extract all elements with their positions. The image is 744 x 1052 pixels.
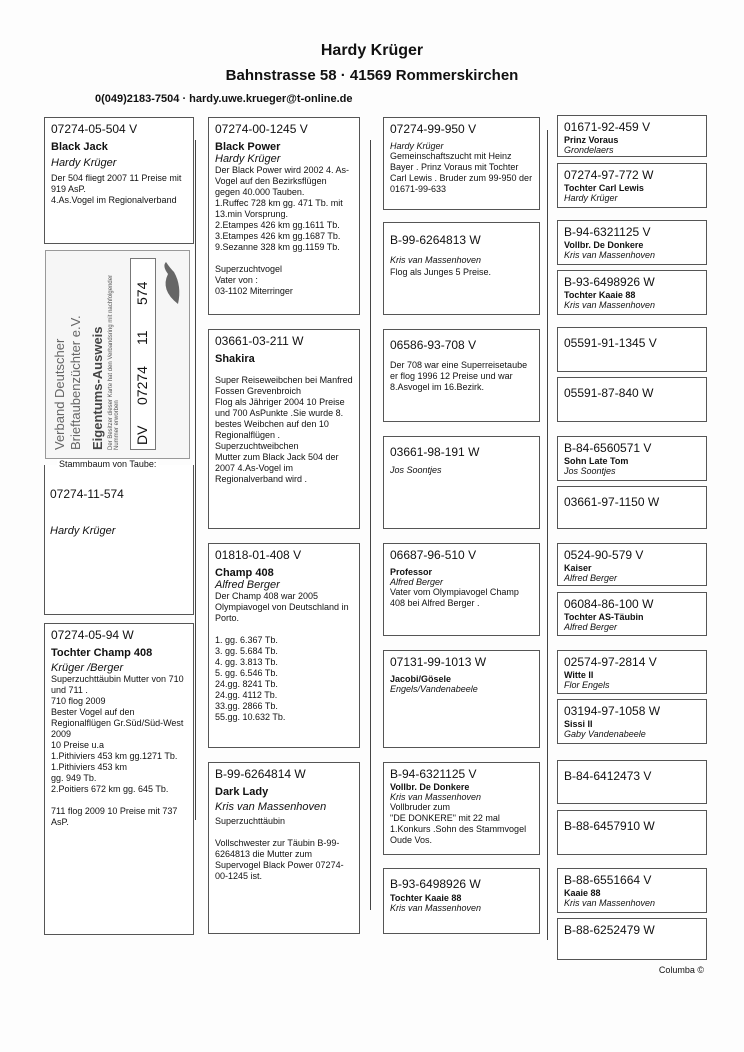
mother-name: Tochter Champ 408	[51, 647, 153, 659]
mother-breeder: Krüger /Berger	[51, 662, 124, 674]
ancestor-ring: B-88-6551664 V	[564, 873, 652, 887]
great-grandparent-breeder: Kris van Massenhoven	[390, 255, 482, 265]
ancestor-box	[557, 436, 707, 481]
pedigree-mother	[44, 623, 194, 935]
ancestor-breeder: Kris van Massenhoven	[564, 300, 656, 310]
ancestor-box	[557, 327, 707, 372]
ancestor-box	[557, 115, 707, 157]
grandparent-ring: 07274-00-1245 V	[215, 122, 308, 136]
pedigree-father	[44, 117, 194, 244]
great-grandparent-box	[383, 222, 540, 315]
great-grandparent-info: Flog als Junges 5 Preise.	[390, 267, 492, 277]
father-name: Black Jack	[51, 141, 108, 153]
great-grandparent-breeder: Engels/Vandenabeele	[390, 684, 478, 694]
ancestor-breeder: Flor Engels	[564, 680, 610, 690]
great-grandparent-box	[383, 650, 540, 748]
ancestor-box	[557, 650, 707, 694]
grandparent-ring: B-99-6264814 W	[215, 767, 306, 781]
great-grandparent-breeder: Alfred Berger	[390, 577, 444, 587]
ancestor-ring: B-84-6412473 V	[564, 769, 652, 783]
grandparent-info: Super Reiseweibchen bei Manfred Fossen Grevenbroich Flog als Jähriger 2004 10 Preise und 700 AsPunkte .Sie wurde 8. bestes Weibchen auf den 10 Regionalflügen . Superzuchtweibchen Mutter zum Black Jack 504 der 2007 4.As-Vogel im Regionalverband wird .	[215, 375, 353, 484]
great-grandparent-breeder: Hardy Krüger	[390, 141, 444, 151]
ancestor-ring: B-88-6252479 W	[564, 923, 655, 937]
grandparent-name: Black Power	[215, 141, 281, 153]
great-grandparent-name: Tochter Kaaie 88	[390, 893, 462, 903]
grandparent-info: Superzuchttäubin Vollschwester zur Täubin B-99-6264813 die Mutter zum Supervogel Black Power 07274-00-1245 ist.	[215, 816, 344, 881]
great-grandparent-ring: 06687-96-510 V	[390, 548, 477, 562]
great-grandparent-box	[383, 868, 540, 934]
ancestor-name: Witte II	[564, 670, 594, 680]
grandparent-info: Der Champ 408 war 2005 Olympiavogel von Deutschland in Porto. 1. gg. 6.367 Tb. 3. gg. 5.684 Tb. 4. gg. 3.813 Tb. 5. gg. 6.546 Tb. 24.gg. 8241 Tb. 24.gg. 4112 Tb. 33.gg. 2866 Tb. 55.gg. 10.632 Tb.	[215, 591, 349, 722]
connector-vertical-mid	[370, 140, 371, 910]
card-ring-num: 574	[134, 281, 150, 305]
ancestor-box	[557, 918, 707, 960]
subject-breeder: Hardy Krüger	[50, 525, 116, 537]
father-info: Der 504 fliegt 2007 11 Preise mit 919 AsP. 4.As.Vogel im Regionalverband	[51, 173, 182, 205]
ancestor-name: Kaiser	[564, 563, 592, 573]
card-dv: DV	[134, 425, 150, 445]
ancestor-breeder: Alfred Berger	[564, 573, 618, 583]
ancestor-box	[557, 699, 707, 744]
ancestor-box	[557, 163, 707, 208]
great-grandparent-breeder: Kris van Massenhoven	[390, 903, 482, 913]
grandparent-name: Champ 408	[215, 567, 274, 579]
grandparent-box	[208, 543, 360, 748]
dove-logo-icon	[158, 258, 184, 308]
great-grandparent-ring: B-94-6321125 V	[390, 767, 477, 781]
ancestor-ring: 01671-92-459 V	[564, 120, 651, 134]
great-grandparent-breeder: Jos Soontjes	[390, 465, 442, 475]
grandparent-name: Dark Lady	[215, 786, 269, 798]
ancestor-box	[557, 220, 707, 265]
mother-info: Superzuchttäubin Mutter von 710 und 711 . 710 flog 2009 Bester Vogel auf den Regionalflügen Gr.Süd/Süd-West 2009 10 Preise u.a 1.Pithiviers 453 km gg.1271 Tb. 1.Pithiviers 453 km gg. 949 Tb. 2.Poitiers 672 km gg. 645 Tb. 711 flog 2009 10 Preise mit 737 AsP.	[51, 674, 184, 827]
subject-label: Stammbaum von Taube:	[59, 459, 157, 469]
ancestor-box	[557, 868, 707, 913]
ancestor-box	[557, 486, 707, 529]
ancestor-ring: B-88-6457910 W	[564, 819, 655, 833]
great-grandparent-box	[383, 762, 540, 855]
great-grandparent-info: Vater vom Olympiavogel Champ 408 bei Alfred Berger .	[390, 587, 519, 608]
subject-pigeon	[44, 459, 194, 615]
great-grandparent-box	[383, 117, 540, 210]
ancestor-ring: B-93-6498926 W	[564, 275, 655, 289]
card-ring-field	[130, 258, 156, 450]
owner-contact: 0(049)2183-7504 · hardy.uwe.krueger@t-online.de	[95, 93, 353, 105]
ancestor-name: Tochter Kaaie 88	[564, 290, 636, 300]
card-ring-year: 11	[134, 330, 150, 345]
great-grandparent-ring: 07274-99-950 V	[390, 122, 477, 136]
ancestor-box	[557, 592, 707, 636]
father-breeder: Hardy Krüger	[51, 157, 117, 169]
great-grandparent-ring: B-93-6498926 W	[390, 877, 481, 891]
ancestor-breeder: Gaby Vandenabeele	[564, 729, 646, 739]
grandparent-box	[208, 117, 360, 315]
great-grandparent-ring: 06586-93-708 V	[390, 338, 477, 352]
ancestor-box	[557, 760, 707, 804]
ancestor-box	[557, 377, 707, 422]
grandparent-breeder: Alfred Berger	[215, 579, 280, 591]
great-grandparent-ring: B-99-6264813 W	[390, 233, 481, 247]
great-grandparent-box	[383, 543, 540, 636]
great-grandparent-name: Professor	[390, 567, 433, 577]
great-grandparent-ring: 07131-99-1013 W	[390, 655, 487, 669]
ancestor-box	[557, 810, 707, 855]
ancestor-ring: B-84-6560571 V	[564, 441, 652, 455]
card-ring-prefix: 07274	[134, 366, 150, 405]
card-small-text: Der Besitzer dieser Karte hat den Verbandsring mit nachfolgender Nummer erworben	[108, 274, 120, 450]
ancestor-ring: B-94-6321125 V	[564, 225, 651, 239]
ancestor-box	[557, 543, 707, 586]
grandparent-breeder: Hardy Krüger	[215, 153, 281, 165]
great-grandparent-info: Gemeinschaftszucht mit Heinz Bayer . Prinz Voraus mit Tochter Carl Lewis . Bruder zum 99-950 der 01671-99-633	[390, 151, 533, 194]
ancestor-breeder: Jos Soontjes	[564, 466, 616, 476]
great-grandparent-name: Jacobi/Gösele	[390, 674, 452, 684]
grandparent-ring: 01818-01-408 V	[215, 548, 302, 562]
ancestor-ring: 05591-87-840 W	[564, 386, 654, 400]
father-ring: 07274-05-504 V	[51, 122, 138, 136]
ancestor-ring: 06084-86-100 W	[564, 597, 654, 611]
ancestor-ring: 05591-91-1345 V	[564, 336, 657, 350]
ancestor-name: Tochter AS-Täubin	[564, 612, 644, 622]
great-grandparent-breeder: Kris van Massenhoven	[390, 792, 482, 802]
ancestor-ring: 07274-97-772 W	[564, 168, 654, 182]
ancestor-ring: 03194-97-1058 W	[564, 704, 661, 718]
card-org-line1: Verband Deutscher	[52, 338, 67, 450]
ancestor-name: Kaaie 88	[564, 888, 601, 898]
ancestor-ring: 03661-97-1150 W	[564, 495, 660, 509]
owner-name: Hardy Krüger	[320, 42, 424, 59]
connector-vertical-left	[195, 140, 196, 820]
great-grandparent-box	[383, 436, 540, 529]
ancestor-name: Sissi II	[564, 719, 593, 729]
grandparent-box	[208, 329, 360, 529]
card-title: Eigentums-Ausweis	[90, 326, 105, 450]
ancestor-ring: 02574-97-2814 V	[564, 655, 657, 669]
ancestor-name: Tochter Carl Lewis	[564, 183, 644, 193]
great-grandparent-ring: 03661-98-191 W	[390, 445, 480, 459]
subject-ring: 07274-11-574	[50, 487, 124, 501]
grandparent-name: Shakira	[215, 353, 255, 365]
grandparent-info: Der Black Power wird 2002 4. As-Vogel auf den Bezirksflügen gegen 40.000 Tauben. 1.Ruffec 728 km gg. 471 Tb. mit 13.min Vorsprung. 2.Etampes 426 km gg.1611 Tb. 3.Etampes 426 km gg.1687 Tb. 9.Sezanne 328 km gg.1159 Tb. Superzuchtvogel Vater von : 03-1102 Miterringer	[215, 165, 350, 296]
ancestor-name: Prinz Voraus	[564, 135, 619, 145]
owner-address: Bahnstrasse 58 · 41569 Rommerskirchen	[225, 67, 519, 84]
ancestor-breeder: Alfred Berger	[564, 622, 618, 632]
great-grandparent-info: Der 708 war eine Superreisetaube er flog 1996 12 Preise und war 8.Asvogel im 16.Bezirk.	[390, 360, 528, 392]
ancestor-breeder: Kris van Massenhoven	[564, 250, 656, 260]
ownership-card	[45, 250, 190, 459]
ancestor-ring: 0524-90-579 V	[564, 548, 644, 562]
ancestor-breeder: Kris van Massenhoven	[564, 898, 656, 908]
great-grandparent-name: Vollbr. De Donkere	[390, 782, 470, 792]
card-org-line2: Brieftaubenzüchter e.V.	[68, 315, 83, 450]
ancestor-box	[557, 270, 707, 315]
grandparent-breeder: Kris van Massenhoven	[215, 801, 327, 813]
grandparent-box	[208, 762, 360, 934]
ancestor-name: Sohn Late Tom	[564, 456, 629, 466]
grandparent-ring: 03661-03-211 W	[215, 334, 304, 348]
connector-vertical-right	[547, 130, 548, 940]
ancestor-name: Vollbr. De Donkere	[564, 240, 644, 250]
great-grandparent-info: Vollbruder zum "DE DONKERE" mit 22 mal 1.Konkurs .Sohn des Stammvogel Oude Vos.	[390, 802, 527, 845]
ancestor-breeder: Grondelaers	[564, 145, 614, 155]
mother-ring: 07274-05-94 W	[51, 628, 134, 642]
footer-brand: Columba ©	[658, 965, 704, 975]
ancestor-breeder: Hardy Krüger	[564, 193, 618, 203]
great-grandparent-box	[383, 329, 540, 422]
